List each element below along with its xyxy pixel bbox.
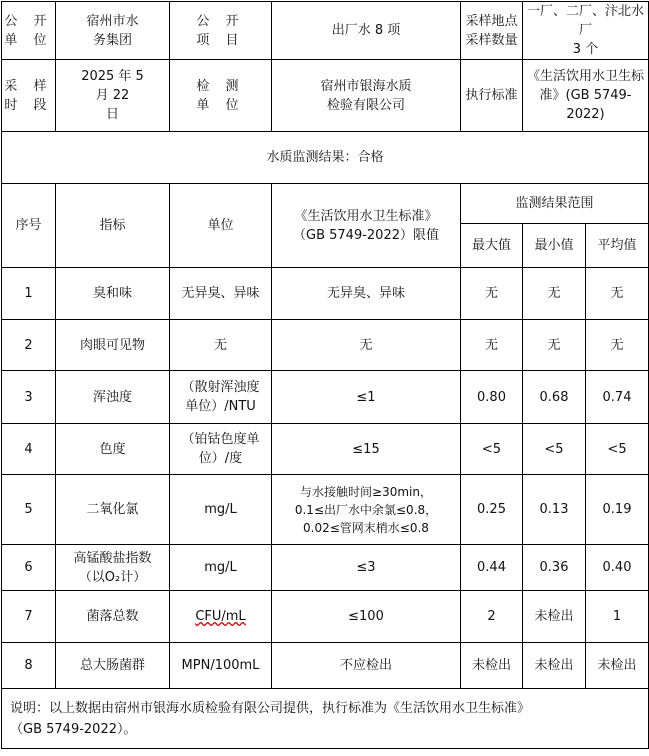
col-max: 最大值 bbox=[461, 224, 523, 268]
row-indicator: 菌落总数 bbox=[56, 591, 170, 643]
row-unit: （散射浑浊度 单位）/NTU bbox=[170, 371, 272, 424]
row-avg: <5 bbox=[586, 424, 649, 475]
table-row bbox=[2, 320, 649, 371]
row-no: 1 bbox=[2, 268, 56, 320]
row-indicator: 浑浊度 bbox=[56, 371, 170, 424]
unit-value: 宿州市水 务集团 bbox=[56, 2, 170, 60]
row-unit: 无 bbox=[170, 320, 272, 371]
row-unit: MPN/100mL bbox=[170, 643, 272, 689]
col-range: 监测结果范围 bbox=[461, 184, 649, 224]
unit-text: CFU/mL bbox=[195, 609, 246, 624]
row-no: 8 bbox=[2, 643, 56, 689]
row-unit: 无异臭、异味 bbox=[170, 268, 272, 320]
column-header-row bbox=[2, 184, 649, 224]
table-row bbox=[2, 424, 649, 475]
row-limit: 无 bbox=[272, 320, 461, 371]
row-limit: ≤1 bbox=[272, 371, 461, 424]
row-indicator: 肉眼可见物 bbox=[56, 320, 170, 371]
result-row bbox=[2, 132, 649, 184]
project-label: 公 开 项 目 bbox=[170, 2, 272, 60]
table-row bbox=[2, 643, 649, 689]
table-row bbox=[2, 591, 649, 643]
row-max: 2 bbox=[461, 591, 523, 643]
row-min: <5 bbox=[523, 424, 586, 475]
row-max: 0.25 bbox=[461, 475, 523, 545]
row-avg: 1 bbox=[586, 591, 649, 643]
standard-label: 执行标准 bbox=[461, 60, 523, 132]
row-limit: 不应检出 bbox=[272, 643, 461, 689]
note-row bbox=[2, 689, 649, 749]
row-indicator: 臭和味 bbox=[56, 268, 170, 320]
col-avg: 平均值 bbox=[586, 224, 649, 268]
row-indicator: 高锰酸盐指数 （以O₂计） bbox=[56, 545, 170, 591]
sample-label: 采样地点 采样数量 bbox=[461, 2, 523, 60]
row-min: 无 bbox=[523, 320, 586, 371]
row-min: 0.68 bbox=[523, 371, 586, 424]
result-text: 水质监测结果：合格 bbox=[2, 132, 649, 184]
row-max: 未检出 bbox=[461, 643, 523, 689]
row-unit: mg/L bbox=[170, 545, 272, 591]
row-max: 无 bbox=[461, 320, 523, 371]
table-row bbox=[2, 268, 649, 320]
unit-label: 公 开 单 位 bbox=[2, 2, 56, 60]
col-no: 序号 bbox=[2, 184, 56, 268]
col-unit: 单位 bbox=[170, 184, 272, 268]
lab-label: 检 测 单 位 bbox=[170, 60, 272, 132]
row-unit: mg/L bbox=[170, 475, 272, 545]
row-min: 0.13 bbox=[523, 475, 586, 545]
row-max: 0.44 bbox=[461, 545, 523, 591]
row-unit: （铂钴色度单 位）/度 bbox=[170, 424, 272, 475]
row-avg: 0.40 bbox=[586, 545, 649, 591]
header-row-1 bbox=[2, 2, 649, 60]
row-no: 7 bbox=[2, 591, 56, 643]
period-label: 采 样 时 段 bbox=[2, 60, 56, 132]
project-value: 出厂水 8 项 bbox=[272, 2, 461, 60]
row-avg: 未检出 bbox=[586, 643, 649, 689]
row-min: 未检出 bbox=[523, 591, 586, 643]
row-limit: ≤3 bbox=[272, 545, 461, 591]
row-no: 6 bbox=[2, 545, 56, 591]
row-indicator: 色度 bbox=[56, 424, 170, 475]
row-limit: ≤15 bbox=[272, 424, 461, 475]
row-no: 2 bbox=[2, 320, 56, 371]
note-text: 说明：以上数据由宿州市银海水质检验有限公司提供，执行标准为《生活饮用水卫生标准》 （GB 5749-2022）。 bbox=[2, 689, 649, 749]
table-row bbox=[2, 545, 649, 591]
table-row bbox=[2, 475, 649, 545]
row-max: 无 bbox=[461, 268, 523, 320]
row-min: 0.36 bbox=[523, 545, 586, 591]
standard-value: 《生活饮用水卫生标 准》(GB 5749-2022) bbox=[523, 60, 649, 132]
row-min: 未检出 bbox=[523, 643, 586, 689]
row-min: 无 bbox=[523, 268, 586, 320]
row-limit: 与水接触时间≥30min， 0.1≤出厂水中余氯≤0.8， 0.02≤管网末梢水≤0.8 bbox=[272, 475, 461, 545]
header-row-2 bbox=[2, 60, 649, 132]
col-limit: 《生活饮用水卫生标准》 （GB 5749-2022）限值 bbox=[272, 184, 461, 268]
row-no: 3 bbox=[2, 371, 56, 424]
lab-value: 宿州市银海水质 检验有限公司 bbox=[272, 60, 461, 132]
row-max: <5 bbox=[461, 424, 523, 475]
col-indicator: 指标 bbox=[56, 184, 170, 268]
row-no: 5 bbox=[2, 475, 56, 545]
row-avg: 0.74 bbox=[586, 371, 649, 424]
row-max: 0.80 bbox=[461, 371, 523, 424]
row-avg: 无 bbox=[586, 268, 649, 320]
row-limit: 无异臭、异味 bbox=[272, 268, 461, 320]
col-min: 最小值 bbox=[523, 224, 586, 268]
row-limit: ≤100 bbox=[272, 591, 461, 643]
row-unit bbox=[170, 591, 272, 643]
water-quality-table bbox=[1, 1, 649, 749]
row-no: 4 bbox=[2, 424, 56, 475]
table-row bbox=[2, 371, 649, 424]
row-avg: 0.19 bbox=[586, 475, 649, 545]
period-value: 2025 年 5 月 22 日 bbox=[56, 60, 170, 132]
row-indicator: 二氧化氯 bbox=[56, 475, 170, 545]
row-avg: 无 bbox=[586, 320, 649, 371]
row-indicator: 总大肠菌群 bbox=[56, 643, 170, 689]
sample-value: 一厂、二厂、汴北水厂 3 个 bbox=[523, 2, 649, 60]
